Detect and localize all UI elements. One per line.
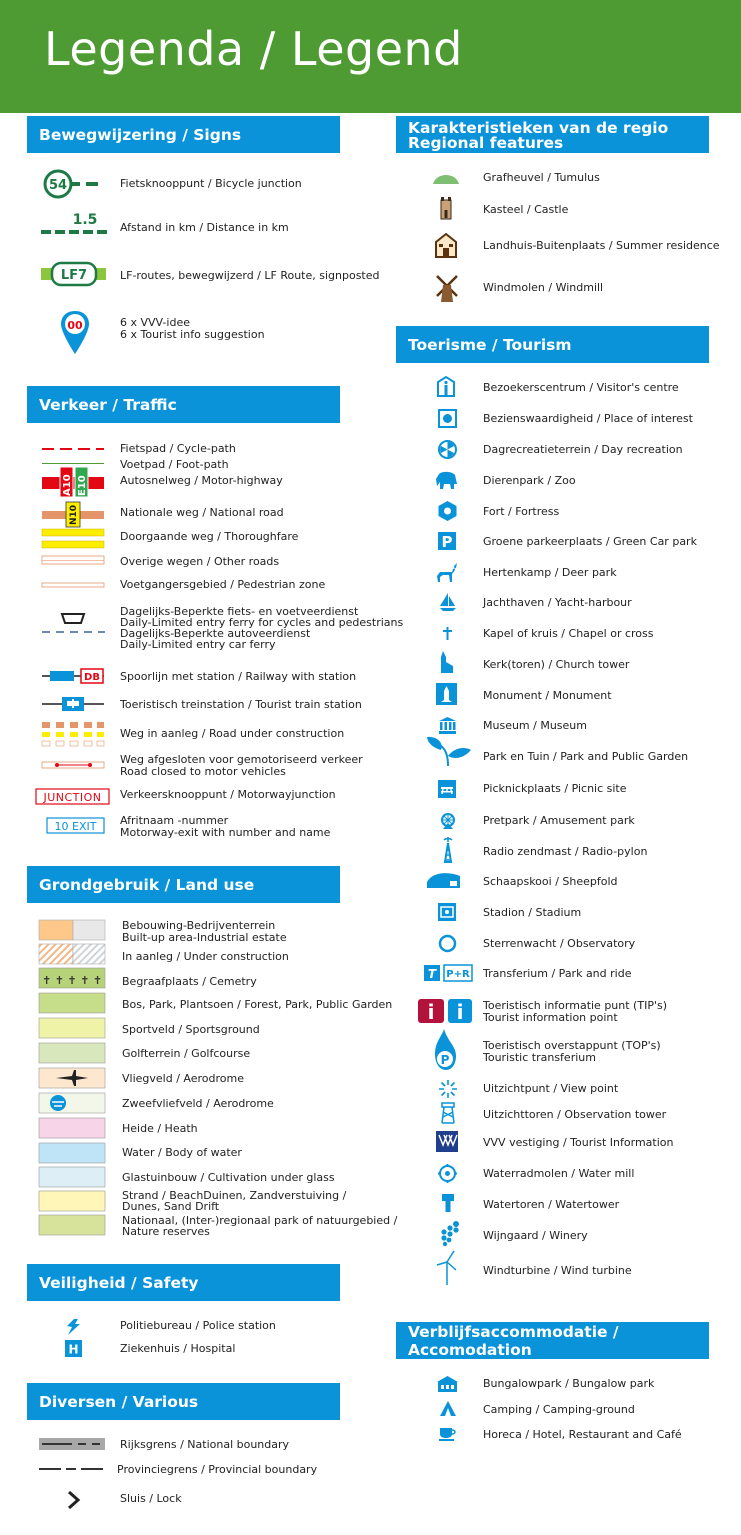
legend-label-bungalow-park: Bungalowpark / Bungalow park [483, 1377, 655, 1390]
legend-label-vvv-office: VVV vestiging / Tourist Information [483, 1136, 674, 1149]
legend-label-golfcourse: Golfterrein / Golfcourse [122, 1047, 251, 1060]
section-header-traffic: Verkeer / Traffic [27, 386, 340, 423]
section-header-landuse: Grondgebruik / Land use [27, 866, 340, 903]
motorway-badge-e: E10 [77, 475, 88, 496]
legend-label-monument: Monument / Monument [483, 689, 612, 702]
hospital-icon [65, 1340, 83, 1358]
top-badge: P [440, 1053, 450, 1067]
section-header-tourism: Toerisme / Tourism [396, 326, 709, 363]
section-header-various: Diversen / Various [27, 1383, 340, 1420]
legend-label-park-and-ride: Transferium / Park and ride [483, 967, 632, 980]
camping-icon [439, 1400, 457, 1418]
legend-label-observatory: Sterrenwacht / Observatory [483, 937, 636, 950]
legend-label-ferry: Dagelijks-Beperkte fiets- en voetveerdienst Daily-Limited entry ferry for cycles and pedestrians Dagelijks-Beperkte autoveerdienst Daily-Limited entry car ferry [120, 605, 404, 651]
tourist-info-pin-icon [60, 310, 90, 356]
exit-badge: 10 EXIT [54, 820, 97, 833]
legend-label-church-tower: Kerk(toren) / Church tower [483, 658, 630, 671]
legend-label-built-up: Bebouwing-Bedrijventerrein Built-up area-Industrial estate [122, 919, 287, 944]
legend-label-tourist-info-point: Toeristisch informatie punt (TIP's) Tourist information point [483, 999, 667, 1024]
railway-badge: DB [84, 672, 100, 683]
legend-label-glider-aerodrome: Zweefvliefveld / Aerodrome [122, 1097, 274, 1110]
water-tower-icon [441, 1193, 455, 1213]
legend-label-bicycle-junction: Fietsknooppunt / Bicycle junction [120, 177, 302, 190]
park-ride-badge: P+R [446, 969, 470, 980]
legend-label-fortress: Fort / Fortress [483, 505, 560, 518]
amusement-park-icon [439, 812, 457, 830]
tourist-info-point-icon [418, 998, 474, 1026]
ferry-icon [40, 608, 106, 638]
day-recreation-icon [438, 440, 458, 460]
legend-label-day-recreation: Dagrecreatieterrein / Day recreation [483, 443, 683, 456]
yacht-harbour-icon [438, 592, 458, 612]
legend-label-visitor-centre: Bezoekerscentrum / Visitor's centre [483, 381, 679, 394]
legend-label-stadium: Stadion / Stadium [483, 906, 582, 919]
legend-label-castle: Kasteel / Castle [483, 203, 569, 216]
place-of-interest-icon [438, 409, 458, 429]
legend-label-cycle-path: Fietspad / Cycle-path [120, 442, 236, 455]
motorway-junction-icon [35, 788, 111, 806]
touristic-transferium-icon [432, 1028, 458, 1072]
hospital-badge: H [68, 1342, 79, 1357]
national-road-badge: N10 [69, 504, 79, 525]
sheepfold-icon [426, 870, 462, 890]
tourist-info-number: 00 [67, 319, 83, 332]
legend-label-motorway-junction: Verkeersknooppunt / Motorwayjunction [120, 788, 336, 801]
legend-label-beach: Strand / BeachDuinen, Zandverstuiving / Dunes, Sand Drift [122, 1189, 347, 1213]
summer-residence-icon [434, 232, 458, 258]
legend-label-tourist-train: Toeristisch treinstation / Tourist train station [120, 698, 362, 711]
legend-label-zoo: Dierenpark / Zoo [483, 474, 576, 487]
legend-label-radio-pylon: Radio zendmast / Radio-pylon [483, 845, 648, 858]
legend-label-museum: Museum / Museum [483, 719, 587, 732]
legend-label-view-point: Uitzichtpunt / View point [483, 1082, 619, 1095]
legend-label-foot-path: Voetpad / Foot-path [120, 458, 229, 471]
traffic-road-swatches [40, 443, 106, 623]
fortress-icon [437, 500, 459, 522]
motorway-badge-a: A10 [62, 474, 73, 496]
legend-label-other-roads: Overige wegen / Other roads [120, 555, 280, 568]
legend-label-pedestrian-zone: Voetgangersgebied / Pedestrian zone [120, 578, 326, 591]
legend-label-place-of-interest: Bezienswaardigheid / Place of interest [483, 412, 693, 425]
winery-icon [436, 1220, 462, 1248]
legend-label-water-tower: Watertoren / Watertower [483, 1198, 620, 1211]
junction-badge: JUNCTION [43, 791, 102, 804]
section-header-regional: Karakteristieken van de regio Regional features [396, 116, 709, 153]
legend-label-police: Politiebureau / Police station [120, 1319, 276, 1332]
legend-label-touristic-transferium: Toeristisch overstappunt (TOP's) Touristic transferium [483, 1039, 661, 1064]
legend-label-sportsground: Sportveld / Sportsground [122, 1023, 260, 1036]
bicycle-junction-icon [40, 170, 110, 200]
legend-label-green-car-park: Groene parkeerplaats / Green Car park [483, 535, 697, 548]
road-closed-icon [40, 758, 106, 772]
junction-number: 54 [48, 178, 68, 193]
picnic-site-icon [438, 780, 458, 800]
svg-text:✝ ✝ ✝ ✝ ✝: ✝ ✝ ✝ ✝ ✝ [42, 974, 103, 987]
legend-label-aerodrome: Vliegveld / Aerodrome [122, 1072, 244, 1085]
lock-icon [66, 1490, 82, 1510]
road-construction-icon [40, 720, 106, 748]
water-mill-icon [438, 1164, 458, 1184]
distance-icon [40, 210, 110, 238]
legend-label-amusement-park: Pretpark / Amusement park [483, 814, 635, 827]
legend-label-under-construction: In aanleg / Under construction [122, 950, 289, 963]
legend-label-picnic-site: Picknickplaats / Picnic site [483, 782, 627, 795]
legend-label-national-boundary: Rijksgrens / National boundary [120, 1438, 290, 1451]
police-icon [64, 1318, 84, 1336]
castle-icon [439, 196, 453, 220]
legend-label-water-mill: Waterradmolen / Water mill [483, 1167, 635, 1180]
motorway-exit-icon [46, 817, 106, 835]
vvv-office-icon [436, 1131, 460, 1153]
legend-label-motorway-exit: Afritnaam -nummer Motorway-exit with number and name [120, 814, 331, 839]
legend-label-chapel-cross: Kapel of kruis / Chapel or cross [483, 627, 654, 640]
legend-label-road-closed: Weg afgesloten voor gemotoriseerd verkeer Road closed to motor vehicles [120, 753, 363, 778]
legend-label-yacht-harbour: Jachthaven / Yacht-harbour [483, 596, 632, 609]
legend-label-water: Water / Body of water [122, 1146, 242, 1159]
legend-label-distance: Afstand in km / Distance in km [120, 221, 289, 234]
legend-label-summer-residence: Landhuis-Buitenplaats / Summer residence [483, 239, 720, 252]
section-header-signs: Bewegwijzering / Signs [27, 116, 340, 153]
windmill-icon [434, 273, 460, 303]
radio-pylon-icon [440, 836, 456, 864]
boundary-lines-icon [38, 1436, 108, 1476]
lf-route-icon [40, 261, 110, 289]
lf-route-number: LF7 [60, 268, 88, 283]
legend-label-deer-park: Hertenkamp / Deer park [483, 566, 617, 579]
tumulus-icon [432, 168, 460, 186]
distance-value: 1.5 [72, 212, 98, 228]
museum-icon [438, 716, 458, 736]
legend-label-railway: Spoorlijn met station / Railway with station [120, 670, 357, 683]
legend-label-sheepfold: Schaapskooi / Sheepfold [483, 875, 618, 888]
legend-label-forest: Bos, Park, Plantsoen / Forest, Park, Public Garden [122, 998, 393, 1011]
view-point-icon [438, 1079, 458, 1099]
stadium-icon [438, 903, 458, 923]
park-garden-icon [426, 736, 472, 768]
section-header-safety: Veiligheid / Safety [27, 1264, 340, 1301]
tourist-train-icon [40, 694, 106, 714]
zoo-icon [434, 470, 460, 490]
deer-park-icon [434, 560, 460, 584]
observation-tower-icon [440, 1102, 456, 1124]
church-tower-icon [440, 650, 456, 674]
legend-label-park-garden: Park en Tuin / Park and Public Garden [483, 750, 689, 763]
bungalow-park-icon [436, 1375, 460, 1393]
tip-badge-red: i [427, 1000, 435, 1024]
park-and-ride-icon [424, 964, 474, 984]
transferium-badge: T [427, 967, 437, 981]
legend-label-tourist-info: 6 x VVV-idee 6 x Tourist info suggestion [120, 316, 265, 341]
legend-label-national-road: Nationale weg / National road [120, 506, 284, 519]
tip-badge-blue: i [456, 1000, 464, 1024]
wind-turbine-icon [436, 1250, 458, 1286]
car-park-icon [438, 532, 458, 552]
title-bar [0, 0, 741, 113]
legend-label-glasshouse: Glastuinbouw / Cultivation under glass [122, 1171, 335, 1184]
monument-icon [436, 683, 458, 707]
legend-label-thoroughfare: Doorgaande weg / Thoroughfare [120, 530, 299, 543]
legend-label-road-construction: Weg in aanleg / Road under construction [120, 727, 345, 740]
horeca-icon [438, 1426, 458, 1442]
legend-label-camping: Camping / Camping-ground [483, 1403, 635, 1416]
legend-label-cemetry: Begraafplaats / Cemetry [122, 975, 257, 988]
legend-label-wind-turbine: Windturbine / Wind turbine [483, 1264, 632, 1277]
legend-label-motor-highway: Autosnelweg / Motor-highway [120, 474, 283, 487]
legend-label-hospital: Ziekenhuis / Hospital [120, 1342, 236, 1355]
legend-label-provincial-boundary: Provinciegrens / Provincial boundary [117, 1463, 318, 1476]
page-title: Legenda / Legend [44, 22, 463, 76]
chapel-cross-icon [442, 626, 454, 642]
legend-label-observation-tower: Uitzichttoren / Observation tower [483, 1108, 667, 1121]
visitor-centre-icon [436, 376, 458, 398]
legend-label-winery: Wijngaard / Winery [483, 1229, 588, 1242]
legend-label-nature-reserve: Nationaal, (Inter-)regionaal park of natuurgebied / Nature reserves [122, 1214, 398, 1238]
legend-label-horeca: Horeca / Hotel, Restaurant and Café [483, 1428, 682, 1441]
legend-label-lf-route: LF-routes, bewegwijzerd / LF Route, signposted [120, 269, 380, 282]
legend-label-windmill: Windmolen / Windmill [483, 281, 604, 294]
legend-label-lock: Sluis / Lock [120, 1492, 182, 1505]
car-park-badge: P [441, 533, 453, 551]
legend-label-heath: Heide / Heath [122, 1122, 198, 1135]
railway-station-icon [40, 666, 106, 686]
section-header-accommodation: Verblijfsaccommodatie / Accomodation [396, 1322, 709, 1359]
observatory-icon [438, 934, 458, 954]
legend-label-tumulus: Grafheuvel / Tumulus [483, 171, 600, 184]
landuse-swatches [38, 918, 108, 1238]
